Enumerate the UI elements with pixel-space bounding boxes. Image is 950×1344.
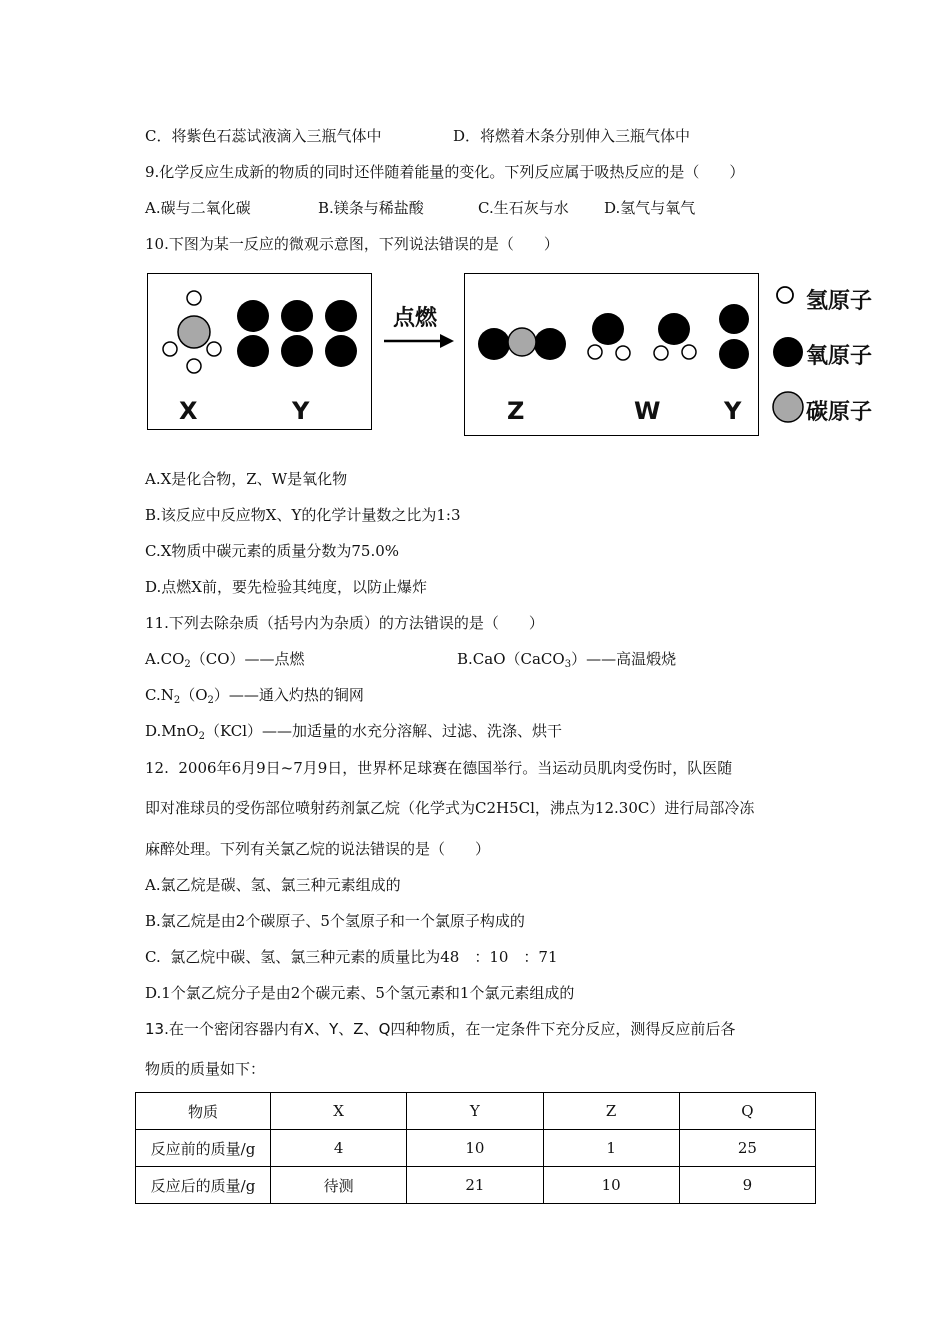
q11-option-d: D.MnO$_2$（KCl）——加适量的水充分溶解、过滤、洗涤、烘干: [145, 722, 563, 742]
label-y: Y: [292, 397, 310, 425]
arrow-label: 点燃: [393, 306, 438, 331]
table-cell: 1: [543, 1130, 679, 1167]
q10-option-d: D.点燃X前，要先检验其纯度，以防止爆炸: [145, 578, 427, 596]
mass-table: [135, 1092, 816, 1204]
table-cell: 4: [271, 1130, 407, 1167]
reaction-arrow: [382, 331, 458, 351]
water-molecule: [588, 313, 630, 360]
legend-carbon: 碳原子: [806, 400, 873, 425]
legend-oxygen: 氧原子: [806, 344, 873, 369]
label-w: W: [634, 397, 661, 425]
q10-option-b: B.该反应中反应物X、Y的化学计量数之比为1:3: [145, 506, 461, 524]
table-cell: 21: [407, 1167, 543, 1204]
q9-stem: 9.化学反应生成新的物质的同时还伴随着能量的变化。下列反应属于吸热反应的是（ ）: [145, 163, 745, 181]
q12-stem-line3: 麻醉处理。下列有关氯乙烷的说法错误的是（ ）: [145, 840, 491, 858]
table-header-cell: X: [271, 1093, 407, 1130]
oxygen-molecule: [281, 300, 313, 367]
table-cell: 25: [679, 1130, 815, 1167]
q11-option-c: $C.N_2(O_2)——$通入灼热的铜网: [145, 686, 364, 706]
table-cell: 10: [407, 1130, 543, 1167]
legend-hydrogen: 氢原子: [806, 289, 873, 314]
q13-stem-line2: 物质的质量如下：: [145, 1060, 266, 1078]
q9-option-b: B.镁条与稀盐酸: [318, 199, 424, 217]
q13-stem-line1: 13.在一个密闭容器内有X、Y、Z、Q四种物质，在一定条件下充分反应，测得反应前后各: [145, 1020, 736, 1038]
label-y-product: Y: [724, 397, 742, 425]
q12-option-a: A.氯乙烷是碳、氢、氯三种元素组成的: [145, 876, 401, 894]
table-row: [136, 1130, 816, 1167]
table-header-cell: 物质: [136, 1093, 271, 1130]
q12-option-d: D.1个氯乙烷分子是由2个碳元素、5个氢元素和1个氯元素组成的: [145, 984, 575, 1002]
oxygen-molecule: [719, 304, 749, 369]
q12-stem-line2: 即对准球员的受伤部位喷射药剂氯乙烷（化学式为C2H5Cl，沸点为12.30C）进行局部冷冻: [145, 799, 755, 817]
q11-option-b: B.CaO（CaCO$_3$）——高温煅烧: [457, 650, 677, 670]
q12-option-c: C. 氯乙烷中碳、氢、氯三种元素的质量比为48 ：10 ：71: [145, 948, 558, 966]
q11-stem: 11.下列去除杂质（括号内为杂质）的方法错误的是（ ）: [145, 614, 544, 632]
table-cell: 反应后的质量/g: [136, 1167, 271, 1204]
q8-option-d: D．将燃着木条分别伸入三瓶气体中: [453, 127, 691, 145]
table-cell: 9: [679, 1167, 815, 1204]
q9-option-d: D.氢气与氧气: [604, 199, 696, 217]
oxygen-molecule: [325, 300, 357, 367]
q10-stem: 10.下图为某一反应的微观示意图，下列说法错误的是（ ）: [145, 235, 559, 253]
table-header-cell: Z: [543, 1093, 679, 1130]
q11-option-a: $A.CO_2(CO)——$点燃: [145, 650, 305, 670]
water-molecule: [654, 313, 696, 360]
table-cell: 反应前的质量/g: [136, 1130, 271, 1167]
methane-molecule: [163, 291, 221, 373]
label-x: X: [179, 397, 198, 425]
q10-option-a: A.X是化合物，Z、W是氧化物: [145, 470, 348, 488]
table-header-cell: Q: [679, 1093, 815, 1130]
q9-option-a: A.碳与二氧化碳: [145, 199, 251, 217]
q12-stem-line1: 12. 2006年6月9日~7月9日，世界杯足球赛在德国举行。当运动员肌肉受伤时，队医随: [145, 759, 733, 777]
table-header-row: [136, 1093, 816, 1130]
legend-symbols: [770, 280, 810, 425]
q10-option-c: C.X物质中碳元素的质量分数为75.0%: [145, 542, 400, 560]
table-cell: 待测: [271, 1167, 407, 1204]
table-cell: 10: [543, 1167, 679, 1204]
q12-option-b: B.氯乙烷是由2个碳原子、5个氢原子和一个氯原子构成的: [145, 912, 525, 930]
q9-option-c: C.生石灰与水: [478, 199, 569, 217]
oxygen-molecule: [237, 300, 269, 367]
label-z: Z: [507, 397, 525, 425]
carbon-dioxide-molecule: [478, 328, 566, 360]
table-row: [136, 1167, 816, 1204]
q8-option-c: C．将紫色石蕊试液滴入三瓶气体中: [145, 127, 382, 145]
table-header-cell: Y: [407, 1093, 543, 1130]
